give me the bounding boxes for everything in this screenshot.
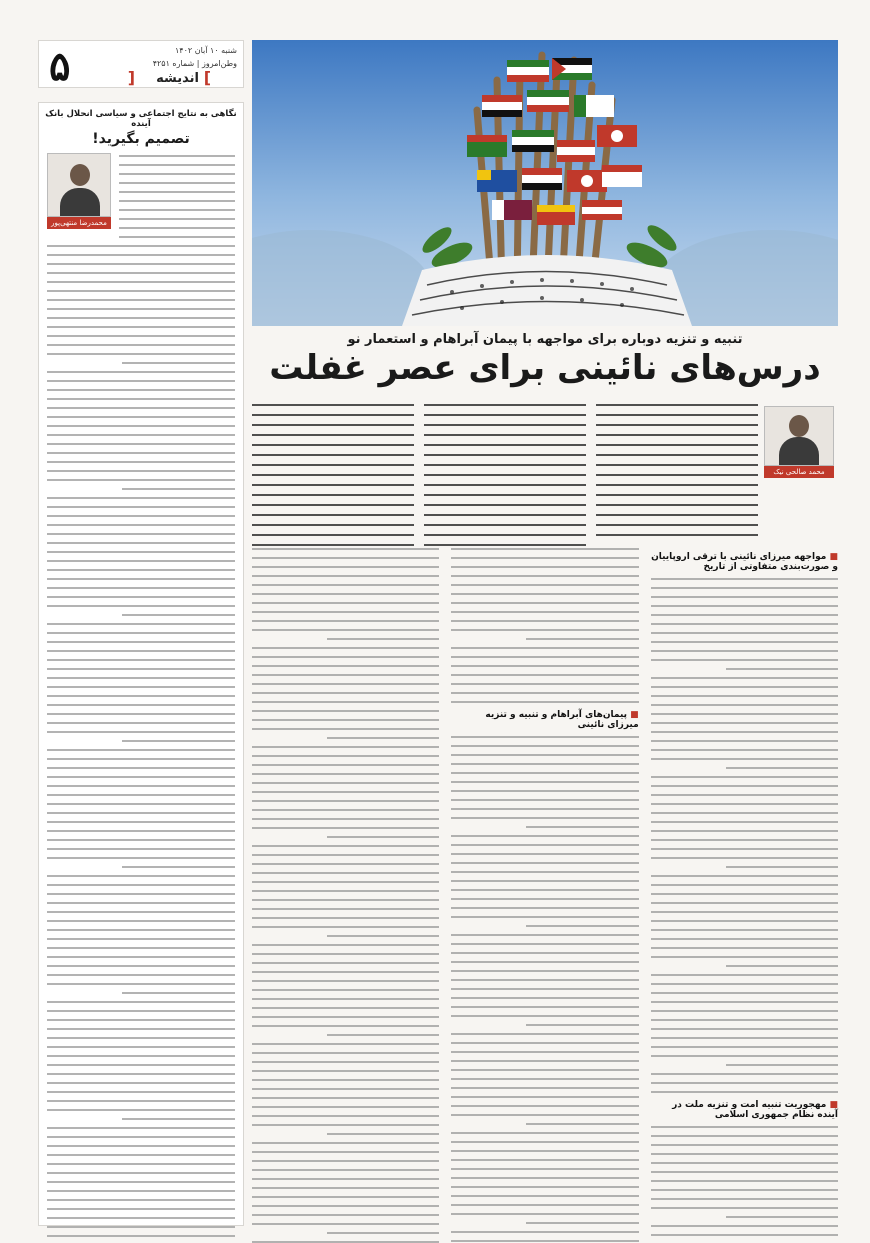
- body-column-2: [451, 548, 638, 1224]
- article-photo: [252, 40, 838, 326]
- page-number: ۵: [49, 43, 71, 90]
- issue-date: شنبه ۱۰ آبان ۱۴۰۲: [174, 46, 237, 55]
- body-subtitle-3: ■ مهجوریت تنبیه امت و تنزیه ملت در آینده نظام جمهوری اسلامی: [672, 1100, 838, 1120]
- article-lead: [252, 404, 838, 546]
- main-author-photo: [764, 406, 834, 466]
- issue-number: وطن‌امروز | شماره ۴۲۵۱: [152, 59, 237, 68]
- section-bracket-right: ]: [203, 68, 211, 87]
- body-column-3: [252, 548, 439, 1224]
- newspaper-page: [30, 36, 840, 1226]
- main-author-name: محمد صالحی نیک: [764, 466, 834, 478]
- body-column-1: [651, 548, 838, 1224]
- body-subtitle-2: ■ پیمان‌های آبراهام و تنبیه و تنزیه میرزای نائینی: [485, 710, 639, 730]
- main-author: [764, 406, 834, 478]
- side-text: [47, 155, 235, 1243]
- page-header: [38, 40, 244, 88]
- side-column: [38, 102, 244, 1226]
- section-title: اندیشه: [156, 71, 199, 86]
- article-body: [252, 548, 838, 1224]
- section-bracket-left: [: [127, 68, 135, 87]
- side-kicker: نگاهی به نتایج اجتماعی و سیاسی انحلال بانک آینده: [45, 109, 237, 129]
- side-author-name: محمدرضا منتهی‌پور: [47, 217, 111, 229]
- body-subtitle-1: ■ مواجهه میرزای نائینی با ترقی اروپاییان و صورت‌بندی متفاوتی از تاریخ: [651, 552, 838, 572]
- side-title: تصمیم بگیرید!: [92, 131, 190, 147]
- article-headline: درس‌های نائینی برای عصر غفلت: [269, 348, 821, 388]
- article-subhead: تنبیه و تنزیه دوباره برای مواجهه با پیمان آبراهام و استعمار نو: [347, 332, 743, 347]
